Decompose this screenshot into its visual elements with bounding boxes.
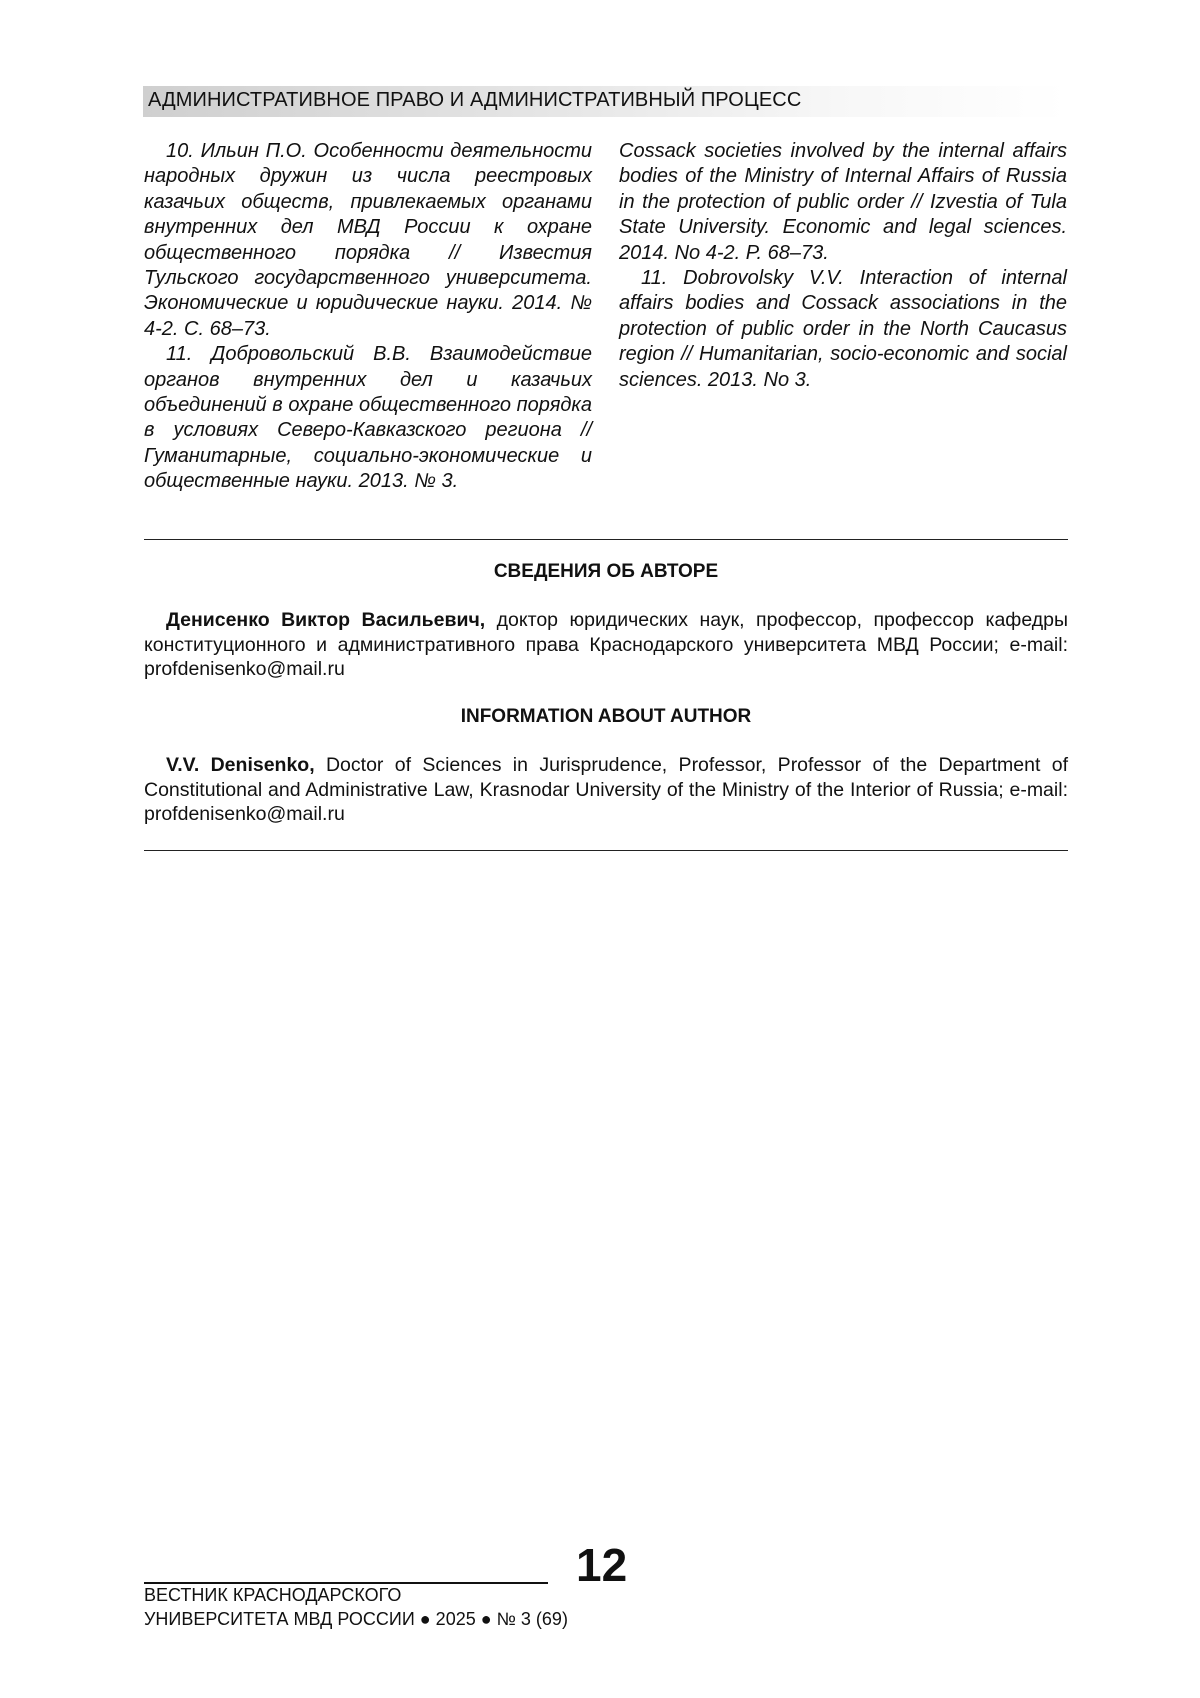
author-details-ru: доктор юридических наук, профессор, профессор кафедры конституционного и административного права Краснодарского университета МВД России; e-mail: profdenisenko@mail.ru: [144, 609, 1068, 680]
reference-item: 11. Добровольский В.В. Взаимодействие органов внутренних дел и казачьих объединений в охране общественного порядка в условиях Северо-Кавказского региона // Гуманитарные, социально-экономические и общественные науки. 2013. № 3.: [144, 343, 592, 493]
author-details-en: Doctor of Sciences in Jurisprudence, Professor, Professor of the Department of Constitutional and Administrative Law, Krasnodar University of the Ministry of the Interior of Russia; e-mail: profdenisenko@mail.ru: [144, 754, 1068, 825]
page-number: 12: [576, 1539, 628, 1591]
author-heading-ru: СВЕДЕНИЯ ОБ АВТОРЕ: [493, 561, 719, 582]
reference-item: 10. Ильин П.О. Особенности деятельности народных дружин из числа реестровых казачьих обществ, привлекаемых органами внутренних дел МВД России к охране общественного порядка // Известия Тульского государственного университета. Экономические и юридические науки. 2014. № 4-2. С. 68–73.: [144, 140, 592, 340]
author-name-en: V.V. Denisenko,: [166, 754, 315, 776]
author-name-ru: Денисенко Виктор Васильевич,: [166, 609, 486, 631]
section-title: АДМИНИСТРАТИВНОЕ ПРАВО И АДМИНИСТРАТИВНЫЙ ПРОЦЕСС: [148, 89, 802, 111]
author-heading-en: INFORMATION ABOUT AUTHOR: [460, 706, 752, 727]
footer-rule: [144, 1582, 548, 1584]
author-info-ru: [144, 608, 1068, 682]
references-en-column: [619, 139, 1067, 393]
reference-item: Cossack societies involved by the internal affairs bodies of the Ministry of Internal Affairs of Russia in the protection of public order // Izvestia of Tula State University. Economic and legal sciences. 2014. No 4-2. P. 68–73.: [619, 140, 1067, 264]
journal-title-line2: УНИВЕРСИТЕТА МВД РОССИИ ● 2025 ● № 3 (69): [144, 1609, 568, 1629]
divider-bottom: [144, 850, 1068, 851]
author-info-en: [144, 753, 1068, 827]
references-ru-column: [144, 139, 592, 495]
journal-title-line1: ВЕСТНИК КРАСНОДАРСКОГО: [144, 1585, 402, 1605]
reference-item: 11. Dobrovolsky V.V. Interaction of internal affairs bodies and Cossack associations in the protection of public order in the North Caucasus region // Humanitarian, socio-economic and social sciences. 2013. No 3.: [619, 267, 1067, 391]
divider-top: [144, 539, 1068, 540]
running-header: [143, 86, 1067, 117]
